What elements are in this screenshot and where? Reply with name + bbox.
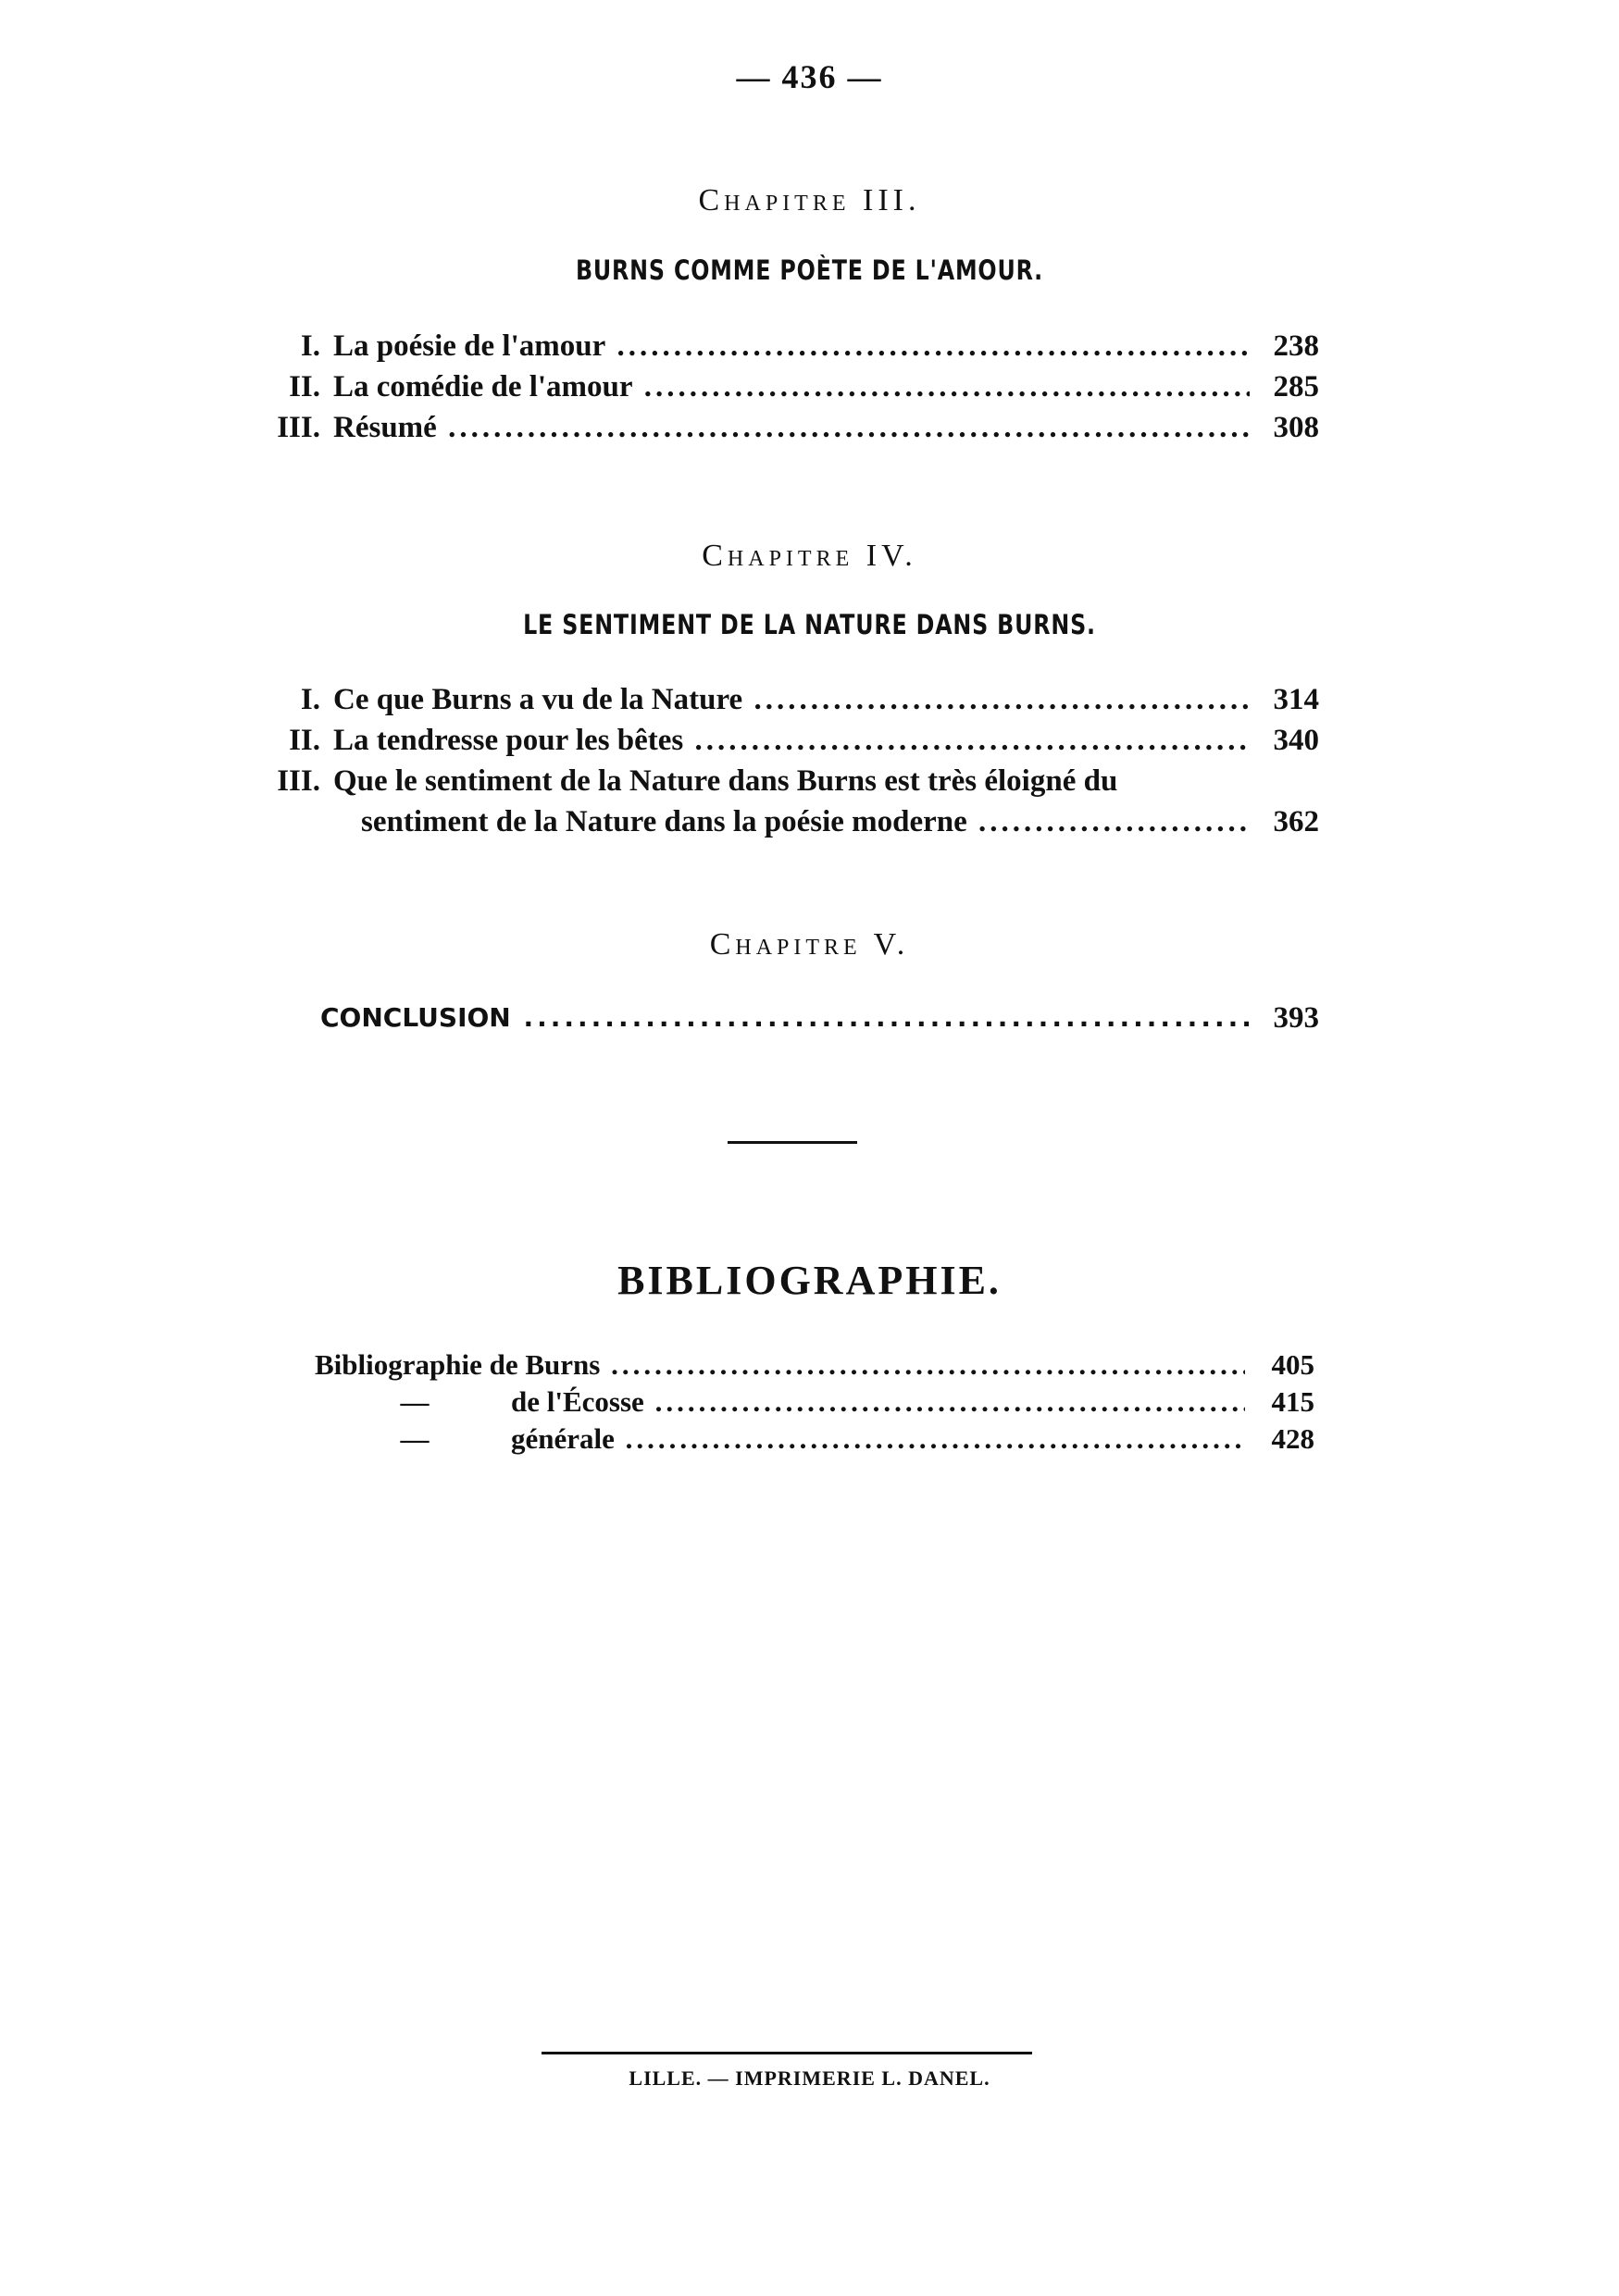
bibliography-entry-page: 405 xyxy=(1271,1348,1314,1381)
chapter-3-title: BURNS COMME POÈTE DE L'AMOUR. xyxy=(575,254,1044,286)
chapter-4-toc xyxy=(250,679,1319,842)
toc-entry-page: 393 xyxy=(1273,1001,1319,1035)
ditto-dash: — xyxy=(400,1385,430,1418)
toc-entry-text: CONCLUSION ..... xyxy=(320,998,1250,1038)
toc-entry[interactable] xyxy=(250,407,1319,448)
toc-entry[interactable] xyxy=(250,366,1319,407)
toc-entry-number: II. xyxy=(289,724,320,757)
toc-entry-page: 314 xyxy=(1273,683,1319,716)
imprint-rule xyxy=(542,2052,1032,2054)
toc-entry-text: La tendresse pour les bêtes ..... xyxy=(333,720,1250,761)
bibliography-entry-text: de l'Écosse ..... xyxy=(511,1384,1245,1421)
toc-entry-text: La comédie de l'amour ..... xyxy=(333,366,1250,407)
toc-entry-page: 238 xyxy=(1273,329,1319,363)
toc-entry-page: 340 xyxy=(1273,724,1319,757)
chapter-3-label: Chapitre III. xyxy=(698,183,921,217)
bibliography-entry[interactable] xyxy=(315,1421,1314,1458)
bibliography-list xyxy=(315,1347,1314,1458)
page-number: — 436 — xyxy=(736,58,883,95)
chapter-4-title: LE SENTIMENT DE LA NATURE DANS BURNS. xyxy=(523,609,1096,640)
toc-entry-number: I. xyxy=(300,683,320,716)
toc-entry-page: 308 xyxy=(1273,411,1319,444)
toc-entry[interactable] xyxy=(250,679,1319,720)
toc-entry-text: Ce que Burns a vu de la Nature ..... xyxy=(333,679,1250,720)
bibliography-entry[interactable] xyxy=(315,1384,1314,1421)
bibliography-entry[interactable] xyxy=(315,1347,1314,1384)
toc-entry-page: 362 xyxy=(1273,805,1319,838)
ditto-dash: — xyxy=(400,1422,430,1455)
chapter-5-toc xyxy=(250,998,1319,1038)
toc-entry-page: 285 xyxy=(1273,370,1319,403)
imprint: LILLE. — IMPRIMERIE L. DANEL. xyxy=(629,2066,990,2090)
bibliography-entry-text: générale ..... xyxy=(511,1421,1245,1458)
toc-entry-text: Résumé ..... xyxy=(333,407,1250,448)
toc-entry[interactable] xyxy=(250,720,1319,761)
bibliography-entry-page: 415 xyxy=(1271,1385,1314,1418)
toc-entry-text: Que le sentiment de la Nature dans Burns est très éloigné du xyxy=(333,764,1118,798)
toc-entry[interactable] xyxy=(250,326,1319,366)
chapter-5-label: Chapitre V. xyxy=(709,927,910,962)
toc-entry-text-continued: sentiment de la Nature dans la poésie moderne ..... xyxy=(361,801,1250,842)
toc-entry-number: III. xyxy=(277,764,320,798)
bibliography-entry-page: 428 xyxy=(1271,1422,1314,1455)
toc-entry-number: III. xyxy=(277,411,320,444)
toc-entry-number: I. xyxy=(300,329,320,363)
section-divider xyxy=(728,1141,857,1144)
bibliography-title: BIBLIOGRAPHIE. xyxy=(617,1258,1002,1303)
chapter-3-toc xyxy=(250,326,1319,448)
chapter-4-label: Chapitre IV. xyxy=(702,539,917,573)
toc-entry-text: La poésie de l'amour ..... xyxy=(333,326,1250,366)
toc-entry[interactable] xyxy=(250,761,1319,801)
bibliography-entry-text: Bibliographie de Burns ..... xyxy=(315,1347,1245,1384)
toc-entry[interactable] xyxy=(250,998,1319,1038)
toc-entry-number: II. xyxy=(289,370,320,403)
toc-entry-continuation[interactable] xyxy=(250,801,1319,842)
